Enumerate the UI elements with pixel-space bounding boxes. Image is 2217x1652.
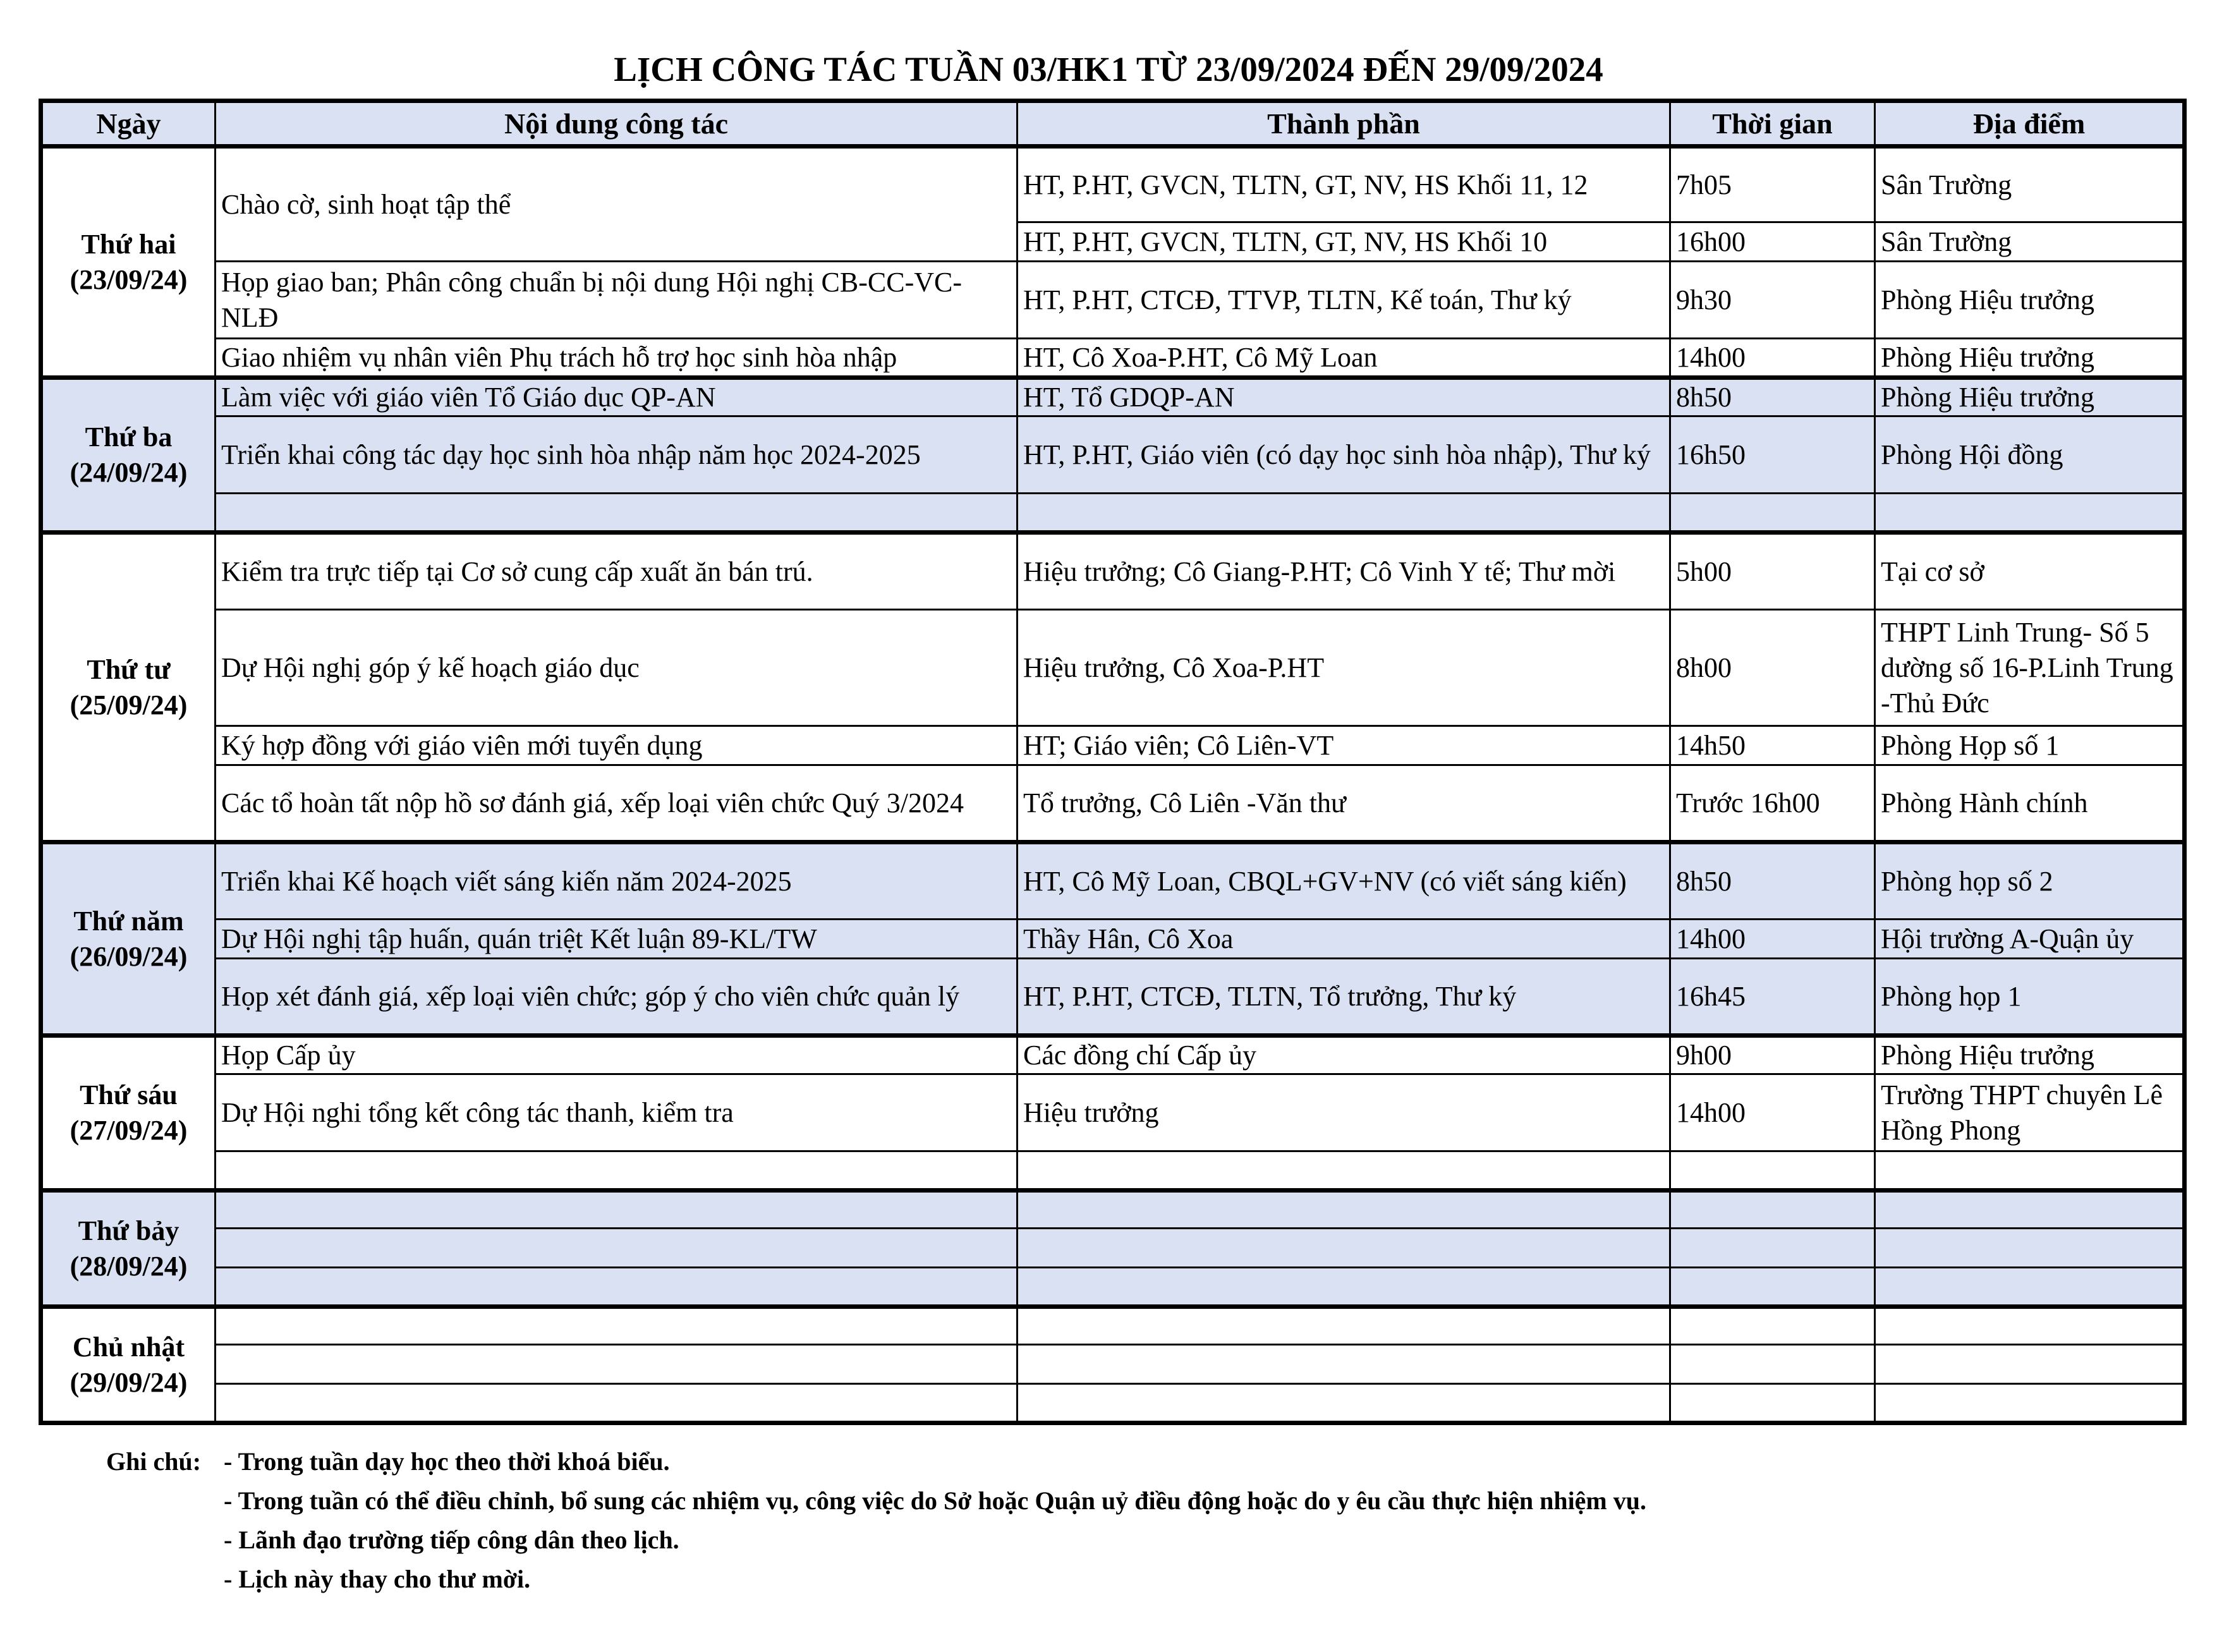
table-row [41,416,2185,494]
day-name: Thứ sáu [80,1079,178,1110]
members-cell [1017,1229,1670,1268]
day-cell [41,147,216,378]
members-cell: HT, Cô Xoa-P.HT, Cô Mỹ Loan [1017,339,1670,378]
day-cell [41,1191,216,1307]
members-cell [1017,494,1670,533]
table-row [41,920,2185,959]
table-row [41,765,2185,842]
content-cell [216,1345,1017,1384]
header-members: Thành phần [1017,101,1670,147]
place-cell: Phòng họp số 2 [1875,842,2185,920]
table-row [41,1268,2185,1307]
note-item: - Trong tuần dạy học theo thời khoá biểu. [224,1447,670,1476]
content-cell: Làm việc với giáo viên Tổ Giáo dục QP-AN [216,378,1017,416]
content-cell: Kiểm tra trực tiếp tại Cơ sở cung cấp xuất ăn bán trú. [216,533,1017,610]
content-cell: Chào cờ, sinh hoạt tập thể [216,147,1017,262]
note-item: - Lãnh đạo trường tiếp công dân theo lịch. [224,1526,679,1554]
day-date: (25/09/24) [70,689,188,720]
day-name: Thứ tư [87,653,171,685]
place-cell [1875,494,2185,533]
place-cell [1875,1191,2185,1229]
note-item: - Lịch này thay cho thư mời. [224,1565,531,1593]
day-name: Chủ nhật [72,1331,185,1363]
content-cell [216,1191,1017,1229]
place-cell: Hội trường A-Quận ủy [1875,920,2185,959]
day-cell [41,842,216,1036]
place-cell: Sân Trường [1875,147,2185,222]
members-cell: Tổ trưởng, Cô Liên -Văn thư [1017,765,1670,842]
place-cell [1875,1384,2185,1423]
time-cell: Trước 16h00 [1670,765,1875,842]
day-date: (29/09/24) [70,1366,188,1398]
day-date: (27/09/24) [70,1115,188,1146]
members-cell [1017,1345,1670,1384]
day-cell [41,533,216,842]
time-cell: 9h30 [1670,262,1875,339]
content-cell: Ký hợp đồng với giáo viên mới tuyển dụng [216,726,1017,765]
content-cell: Họp giao ban; Phân công chuẩn bị nội dung Hội nghị CB-CC-VC-NLĐ [216,262,1017,339]
content-cell [216,1307,1017,1345]
time-cell: 8h00 [1670,610,1875,726]
header-row [41,101,2185,147]
time-cell: 9h00 [1670,1036,1875,1074]
members-cell [1017,1268,1670,1307]
content-cell [216,1151,1017,1191]
day-name: Thứ năm [73,905,184,937]
day-name: Thứ hai [81,228,176,260]
time-cell [1670,1307,1875,1345]
members-cell [1017,1307,1670,1345]
place-cell: Phòng Hội đồng [1875,416,2185,494]
header-day: Ngày [41,101,216,147]
members-cell: Hiệu trưởng; Cô Giang-P.HT; Cô Vinh Y tế; Thư mời [1017,533,1670,610]
time-cell: 8h50 [1670,842,1875,920]
place-cell: Phòng Hiệu trưởng [1875,339,2185,378]
place-cell [1875,1345,2185,1384]
table-row [41,1036,2185,1074]
day-name: Thứ bảy [78,1215,179,1246]
content-cell: Triển khai công tác dạy học sinh hòa nhập năm học 2024-2025 [216,416,1017,494]
header-place: Địa điểm [1875,101,2185,147]
table-row [41,842,2185,920]
time-cell [1670,1345,1875,1384]
content-cell: Dự Hội nghị tập huấn, quán triệt Kết luận 89-KL/TW [216,920,1017,959]
content-cell: Giao nhiệm vụ nhân viên Phụ trách hỗ trợ học sinh hòa nhập [216,339,1017,378]
table-row [41,1151,2185,1191]
notes-label: Ghi chú: [106,1447,202,1476]
notes-list [224,1442,1646,1599]
place-cell: Phòng Hiệu trưởng [1875,378,2185,416]
day-date: (28/09/24) [70,1250,188,1282]
time-cell [1670,1229,1875,1268]
day-date: (23/09/24) [70,264,188,295]
place-cell: THPT Linh Trung- Số 5 dường số 16-P.Linh Trung -Thủ Đức [1875,610,2185,726]
time-cell [1670,1268,1875,1307]
time-cell: 14h00 [1670,1074,1875,1151]
time-cell: 8h50 [1670,378,1875,416]
members-cell [1017,1151,1670,1191]
table-row [41,262,2185,339]
header-content: Nội dung công tác [216,101,1017,147]
header-time: Thời gian [1670,101,1875,147]
time-cell: 14h50 [1670,726,1875,765]
content-cell [216,494,1017,533]
time-cell: 14h00 [1670,920,1875,959]
place-cell: Phòng họp 1 [1875,959,2185,1036]
table-row [41,1384,2185,1423]
table-row [41,1229,2185,1268]
members-cell: HT, P.HT, CTCĐ, TTVP, TLTN, Kế toán, Thư ký [1017,262,1670,339]
place-cell: Phòng Họp số 1 [1875,726,2185,765]
time-cell: 5h00 [1670,533,1875,610]
table-row [41,1345,2185,1384]
page-title: LỊCH CÔNG TÁC TUẦN 03/HK1 TỪ 23/09/2024 ĐẾN 29/09/2024 [614,50,1603,88]
members-cell: HT, P.HT, CTCĐ, TLTN, Tổ trưởng, Thư ký [1017,959,1670,1036]
day-date: (24/09/24) [70,457,188,488]
members-cell: HT, Tổ GDQP-AN [1017,378,1670,416]
place-cell: Phòng Hiệu trưởng [1875,262,2185,339]
table-row [41,1074,2185,1151]
table-row [41,147,2185,222]
time-cell [1670,1191,1875,1229]
content-cell: Các tổ hoàn tất nộp hồ sơ đánh giá, xếp loại viên chức Quý 3/2024 [216,765,1017,842]
place-cell [1875,1229,2185,1268]
time-cell: 14h00 [1670,339,1875,378]
table-row [41,339,2185,378]
content-cell: Triển khai Kế hoạch viết sáng kiến năm 2024-2025 [216,842,1017,920]
table-row [41,726,2185,765]
content-cell: Dự Hội nghị góp ý kế hoạch giáo dục [216,610,1017,726]
day-cell [41,378,216,533]
table-row [41,1191,2185,1229]
members-cell: HT, P.HT, Giáo viên (có dạy học sinh hòa nhập), Thư ký [1017,416,1670,494]
table-row [41,1307,2185,1345]
day-date: (26/09/24) [70,940,188,972]
note-item: - Trong tuần có thể điều chỉnh, bổ sung các nhiệm vụ, công việc do Sở hoặc Quận uỷ điều động hoặc do y êu cầu thực hiện nhiệm vụ. [224,1486,1646,1515]
table-row [41,959,2185,1036]
time-cell: 7h05 [1670,147,1875,222]
place-cell: Sân Trường [1875,222,2185,262]
members-cell [1017,1384,1670,1423]
time-cell [1670,494,1875,533]
place-cell: Phòng Hiệu trưởng [1875,1036,2185,1074]
place-cell: Trường THPT chuyên Lê Hồng Phong [1875,1074,2185,1151]
time-cell: 16h00 [1670,222,1875,262]
time-cell: 16h50 [1670,416,1875,494]
table-row [41,378,2185,416]
members-cell: Các đồng chí Cấp ủy [1017,1036,1670,1074]
content-cell: Họp Cấp ủy [216,1036,1017,1074]
members-cell: Hiệu trưởng, Cô Xoa-P.HT [1017,610,1670,726]
time-cell: 16h45 [1670,959,1875,1036]
place-cell [1875,1268,2185,1307]
members-cell: HT, P.HT, GVCN, TLTN, GT, NV, HS Khối 11, 12 [1017,147,1670,222]
day-name: Thứ ba [85,422,173,452]
schedule-table [39,99,2187,1425]
members-cell: HT; Giáo viên; Cô Liên-VT [1017,726,1670,765]
content-cell [216,1229,1017,1268]
content-cell [216,1268,1017,1307]
day-cell [41,1307,216,1423]
day-cell [41,1036,216,1191]
members-cell: HT, Cô Mỹ Loan, CBQL+GV+NV (có viết sáng kiến) [1017,842,1670,920]
content-cell: Dự Hội nghi tổng kết công tác thanh, kiểm tra [216,1074,1017,1151]
place-cell: Phòng Hành chính [1875,765,2185,842]
place-cell [1875,1151,2185,1191]
content-cell: Họp xét đánh giá, xếp loại viên chức; góp ý cho viên chức quản lý [216,959,1017,1036]
members-cell: Thầy Hân, Cô Xoa [1017,920,1670,959]
content-cell [216,1384,1017,1423]
members-cell: Hiệu trưởng [1017,1074,1670,1151]
place-cell [1875,1307,2185,1345]
members-cell: HT, P.HT, GVCN, TLTN, GT, NV, HS Khối 10 [1017,222,1670,262]
place-cell: Tại cơ sở [1875,533,2185,610]
table-row [41,610,2185,726]
time-cell [1670,1384,1875,1423]
table-row [41,494,2185,533]
time-cell [1670,1151,1875,1191]
table-row [41,533,2185,610]
members-cell [1017,1191,1670,1229]
